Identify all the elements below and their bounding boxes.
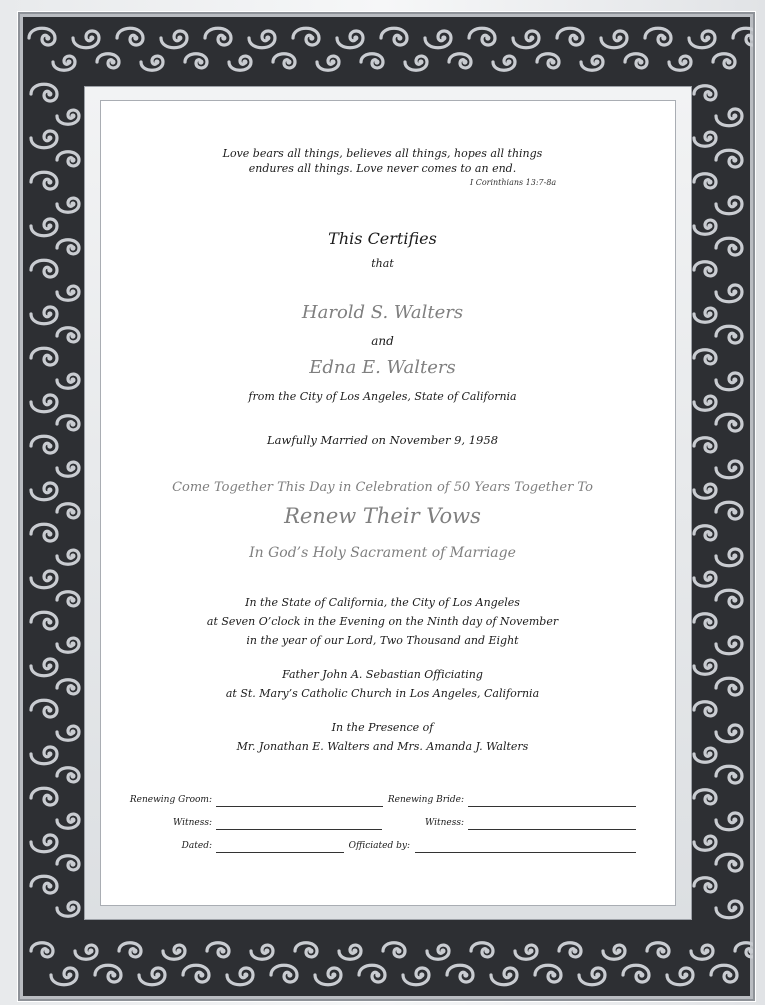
filigree-curl: [141, 56, 163, 70]
filigree-curl: [57, 286, 79, 300]
filigree-curl: [293, 28, 319, 45]
certifies-title: This Certifies: [328, 229, 437, 248]
filigree-curl: [559, 943, 581, 957]
filigree-curl: [361, 54, 383, 68]
filigree-curl: [57, 814, 79, 828]
filigree-curl: [694, 86, 716, 100]
filigree-curl: [383, 943, 405, 957]
filigree-curl: [557, 28, 583, 45]
filigree-curl: [425, 31, 451, 48]
filigree-curl: [694, 878, 716, 892]
renewing-groom-label: Renewing Groom:: [129, 795, 212, 805]
renew-vows-headline: Renew Their Vows: [284, 504, 481, 528]
married-on: Lawfully Married on November 9, 1958: [266, 433, 499, 447]
filigree-curl: [579, 968, 605, 985]
filigree-curl: [535, 965, 561, 982]
filigree-curl: [295, 943, 317, 957]
filigree-curl: [733, 28, 753, 45]
dated-label: Dated:: [181, 841, 212, 851]
filigree-curl: [53, 56, 75, 70]
filigree-curl: [471, 943, 493, 957]
filigree-curl: [716, 766, 742, 783]
filigree-curl: [716, 813, 742, 830]
filigree-curl: [469, 28, 495, 45]
verse-citation: I Corinthians 13:7-8a: [470, 178, 557, 187]
filigree-curl: [205, 28, 231, 45]
filigree-curl: [645, 28, 671, 45]
celebration-line: Come Together This Day in Celebration of 50 Years Together To: [172, 480, 593, 495]
filigree-curl: [31, 876, 57, 893]
filigree-curl: [183, 965, 209, 982]
filigree-curl: [403, 968, 429, 985]
filigree-curl: [691, 945, 713, 959]
presence-line-2: Mr. Jonathan E. Walters and Mrs. Amanda J. Walters: [236, 740, 529, 753]
filigree-curl: [581, 56, 603, 70]
event-line-2: at Seven O’clock in the Evening on the Ninth day of November: [206, 615, 559, 628]
groom-name: Harold S. Walters: [301, 302, 464, 323]
filigree-curl: [647, 943, 669, 957]
filigree-curl: [57, 856, 79, 870]
filigree-curl: [31, 131, 57, 148]
filigree-curl: [185, 54, 207, 68]
witness-right-label: Witness:: [425, 818, 464, 828]
filigree-curl: [57, 110, 79, 124]
filigree-curl: [601, 31, 627, 48]
filigree-curl: [405, 56, 427, 70]
filigree-curl: [515, 945, 537, 959]
filigree-curl: [493, 56, 515, 70]
certificate-panel: [100, 100, 676, 906]
couple-and: and: [371, 334, 394, 348]
filigree-curl: [97, 54, 119, 68]
filigree-curl: [359, 965, 385, 982]
bride-name: Edna E. Walters: [309, 357, 456, 378]
filigree-curl: [694, 174, 716, 188]
filigree-curl: [711, 965, 737, 982]
filigree-curl: [716, 414, 742, 431]
renewing-groom-line[interactable]: [216, 806, 383, 807]
filigree-curl: [716, 461, 742, 478]
filigree-curl: [317, 56, 339, 70]
witness-right-line[interactable]: [468, 829, 636, 830]
witness-left-line[interactable]: [216, 829, 382, 830]
filigree-curl: [31, 84, 57, 101]
filigree-curl: [249, 31, 275, 48]
filigree-curl: [603, 945, 625, 959]
filigree-curl: [339, 945, 361, 959]
filigree-curl: [31, 571, 57, 588]
filigree-curl: [694, 702, 716, 716]
filigree-curl: [31, 788, 57, 805]
filigree-curl: [31, 943, 53, 957]
filigree-curl: [57, 416, 79, 430]
filigree-curl: [337, 31, 363, 48]
filigree-curl: [95, 965, 121, 982]
officiated-by-label: Officiated by:: [348, 841, 410, 851]
filigree-curl: [669, 56, 691, 70]
verse-line-1: Love bears all things, believes all things, hopes all things: [222, 147, 543, 160]
filigree-curl: [491, 968, 517, 985]
filigree-curl: [161, 31, 187, 48]
filigree-curl: [667, 968, 693, 985]
verse-line-2: endures all things. Love never comes to an end.: [248, 162, 517, 175]
presence-line-1: In the Presence of: [331, 721, 434, 734]
renewing-bride-label: Renewing Bride:: [387, 795, 464, 805]
filigree-curl: [427, 945, 449, 959]
filigree-curl: [315, 968, 341, 985]
event-line-1: In the State of California, the City of Los Angeles: [245, 596, 520, 609]
filigree-curl: [689, 31, 715, 48]
filigree-curl: [139, 968, 165, 985]
filigree-curl: [694, 790, 716, 804]
filigree-curl: [31, 835, 57, 852]
filigree-curl: [207, 943, 229, 957]
officiant-line-2: at St. Mary’s Catholic Church in Los Angeles, California: [225, 687, 540, 700]
filigree-curl: [57, 768, 79, 782]
filigree-curl: [694, 836, 716, 850]
sacrament-line: In God’s Holy Sacrament of Marriage: [249, 545, 516, 561]
filigree-curl: [57, 462, 79, 476]
filigree-curl: [117, 28, 143, 45]
filigree-curl: [716, 285, 742, 302]
officiated-by-line[interactable]: [415, 852, 636, 853]
filigree-curl: [251, 945, 273, 959]
filigree-curl: [623, 965, 649, 982]
filigree-curl: [449, 54, 471, 68]
filigree-curl: [29, 28, 55, 45]
filigree-curl: [57, 902, 79, 916]
witness-left-label: Witness:: [173, 818, 212, 828]
filigree-curl: [227, 968, 253, 985]
filigree-curl: [537, 54, 559, 68]
event-line-3: in the year of our Lord, Two Thousand and Eight: [246, 634, 519, 647]
filigree-curl: [735, 943, 753, 957]
filigree-curl: [694, 572, 716, 586]
filigree-curl: [229, 56, 251, 70]
filigree-curl: [273, 54, 295, 68]
filigree-curl: [716, 109, 742, 126]
renewing-bride-line[interactable]: [468, 806, 636, 807]
filigree-curl: [31, 700, 57, 717]
filigree-curl: [716, 854, 742, 871]
filigree-curl: [716, 901, 742, 918]
filigree-curl: [75, 945, 97, 959]
filigree-curl: [713, 54, 735, 68]
filigree-curl: [57, 198, 79, 212]
dated-line[interactable]: [216, 852, 344, 853]
couple-origin: from the City of Los Angeles, State of California: [248, 390, 517, 403]
filigree-curl: [73, 31, 99, 48]
certifies-that: that: [371, 257, 394, 270]
officiant-line-1: Father John A. Sebastian Officiating: [282, 668, 483, 681]
filigree-curl: [119, 943, 141, 957]
filigree-curl: [513, 31, 539, 48]
filigree-curl: [625, 54, 647, 68]
filigree-curl: [271, 965, 297, 982]
filigree-curl: [716, 197, 742, 214]
filigree-curl: [381, 28, 407, 45]
filigree-curl: [694, 132, 716, 146]
filigree-curl: [51, 968, 77, 985]
filigree-curl: [447, 965, 473, 982]
filigree-curl: [163, 945, 185, 959]
